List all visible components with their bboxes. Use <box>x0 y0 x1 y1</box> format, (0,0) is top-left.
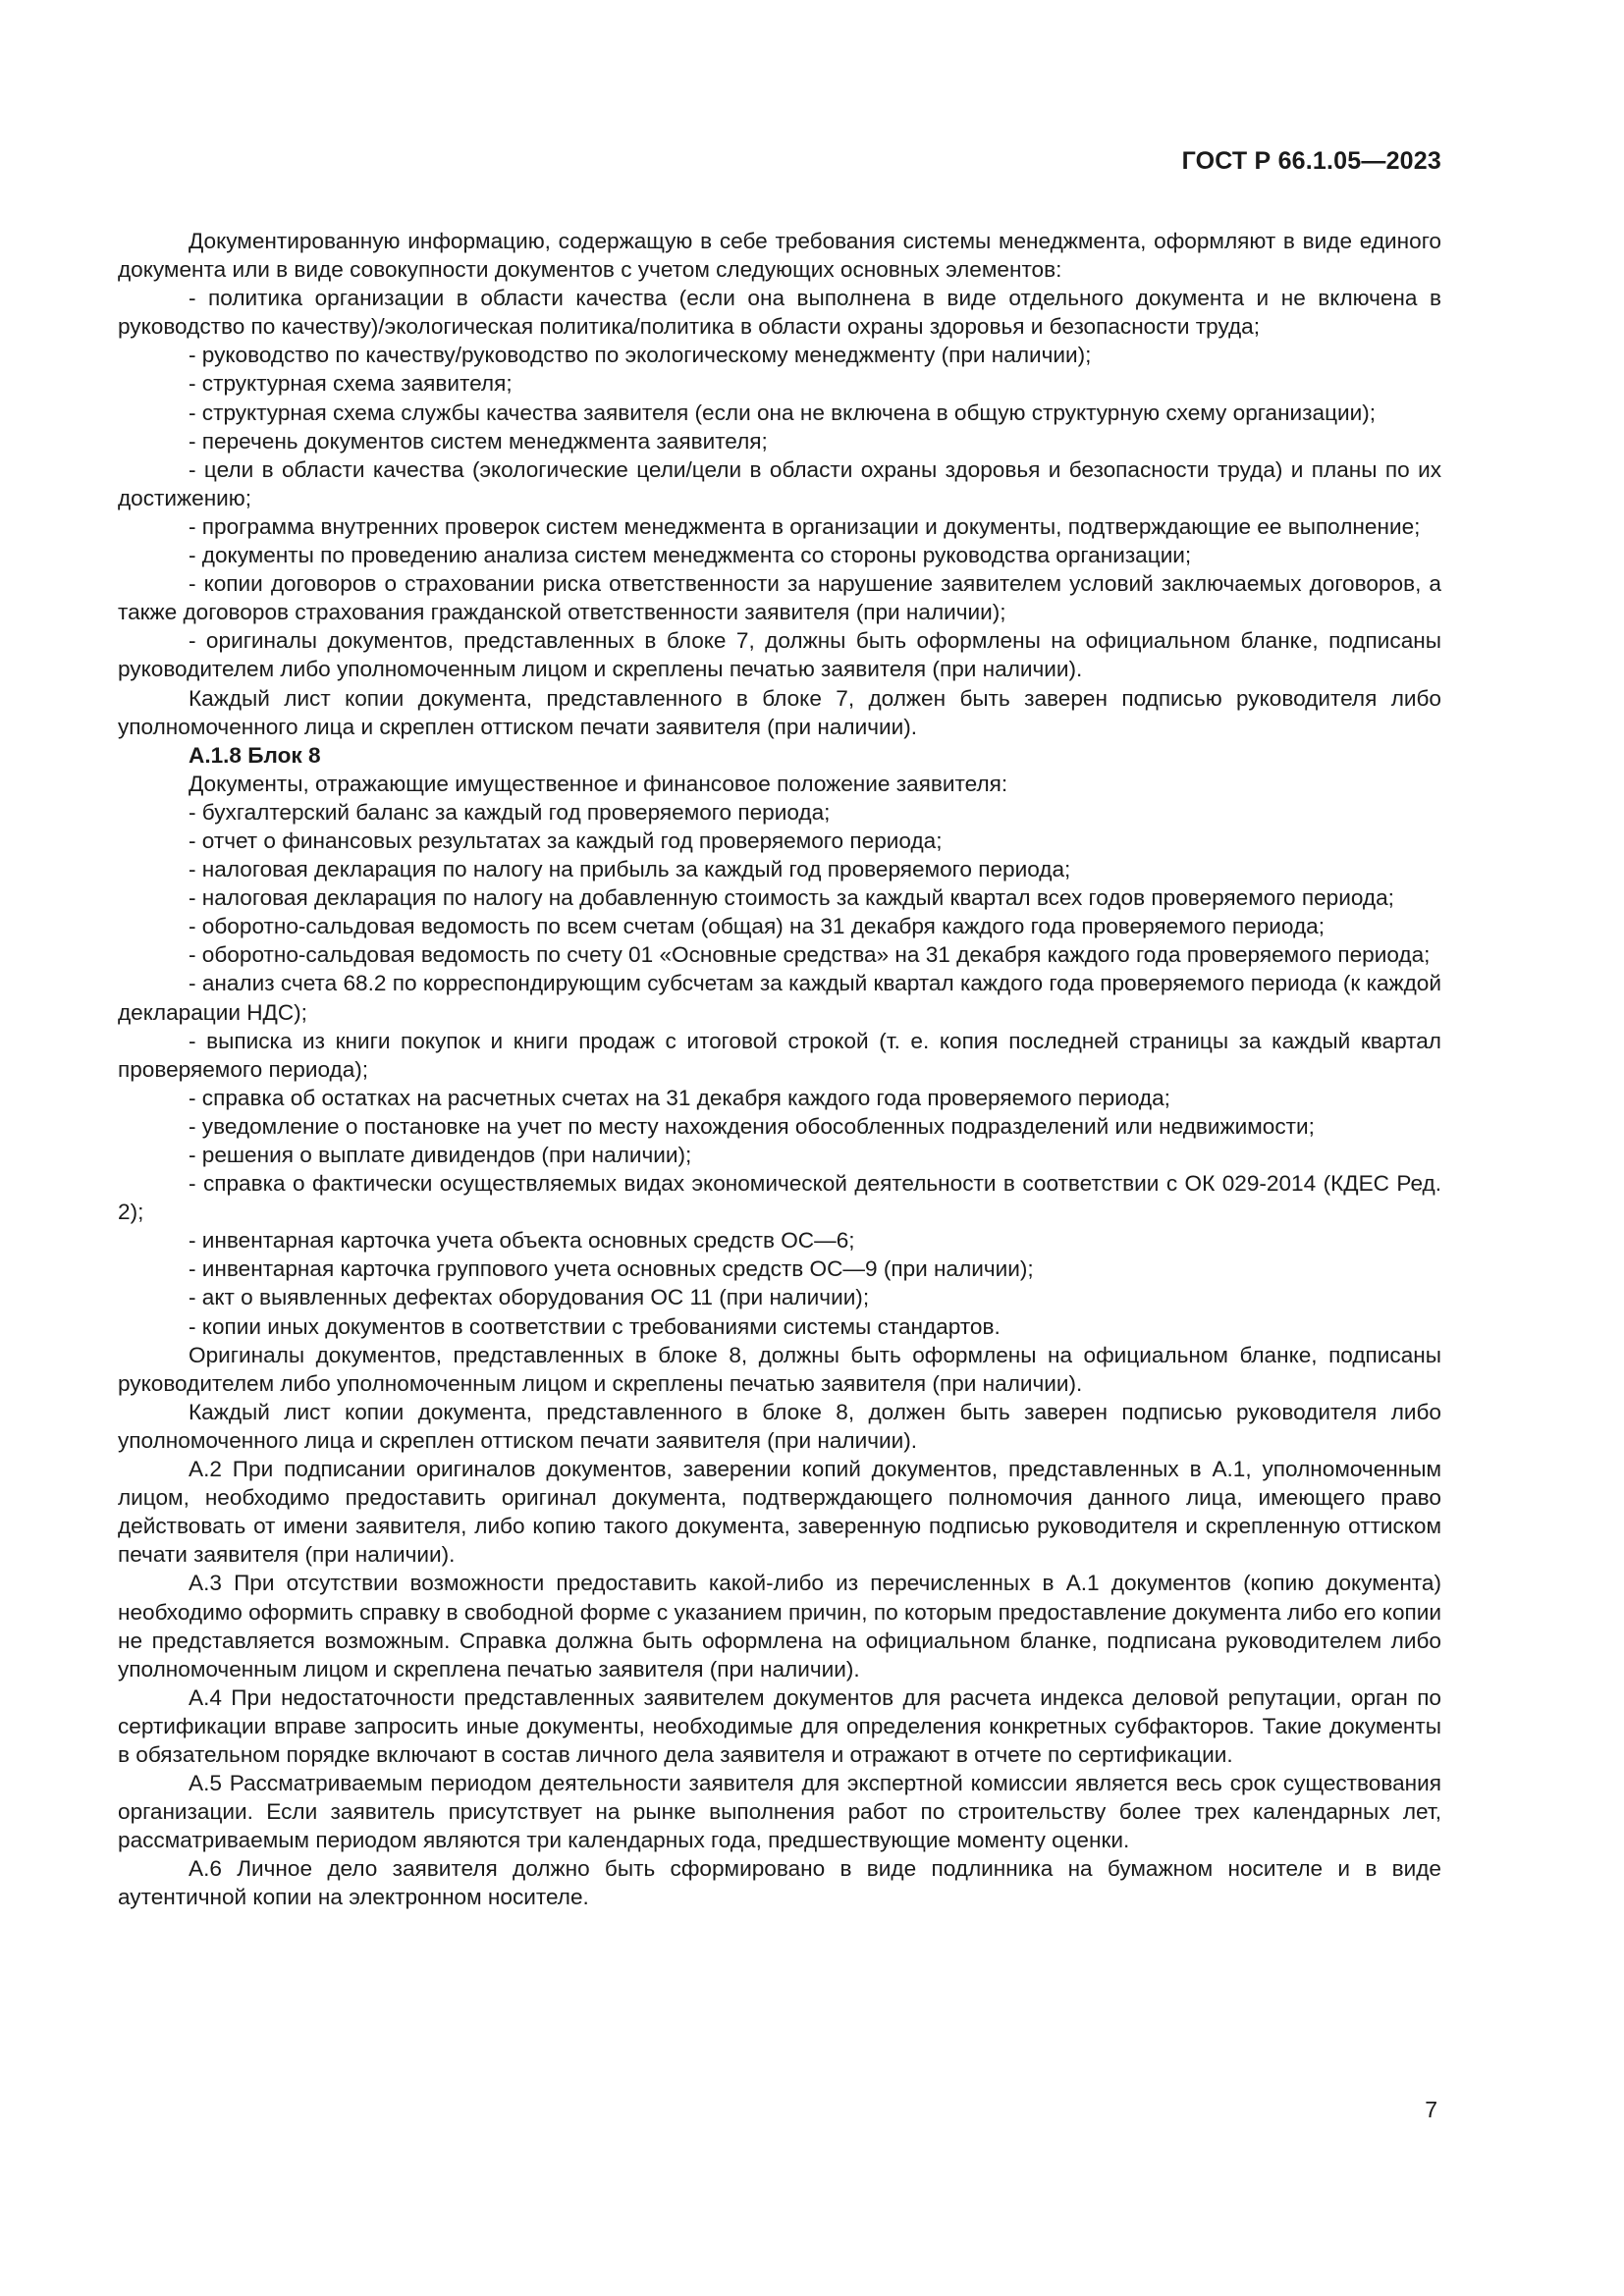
paragraph: - документы по проведению анализа систем менеджмента со стороны руководства организации; <box>189 543 1192 568</box>
paragraph: - политика организации в области качества (если она выполнена в виде отдельного документа и не включена в руководство по качеству)/экологическая политика/политика в области охраны здоровья и безопасности труда; <box>118 286 1441 340</box>
paragraph: - инвентарная карточка учета объекта основных средств ОС—6; <box>189 1228 855 1254</box>
paragraph: - структурная схема службы качества заявителя (если она не включена в общую структурную схему организации); <box>189 400 1377 425</box>
paragraph: А.3 При отсутствии возможности предоставить какой-либо из перечисленных в А.1 документов (копию документа) необходимо оформить справку в свободной форме с указанием причин, по которым предоставление документа либо его копии не представляется возможным. Справка должна быть оформлена на официальном бланке, подписана руководителем либо уполномоченным лицом и скреплена печатью заявителя (при наличии). <box>118 1571 1441 1682</box>
paragraph: Документы, отражающие имущественное и финансовое положение заявителя: <box>189 771 1008 796</box>
paragraph: - отчет о финансовых результатах за каждый год проверяемого периода; <box>189 828 943 853</box>
paragraph: - выписка из книги покупок и книги продаж с итоговой строкой (т. е. копия последней страницы за каждый квартал проверяемого периода); <box>118 1028 1441 1082</box>
paragraph: - инвентарная карточка группового учета основных средств ОС—9 (при наличии); <box>189 1256 1034 1282</box>
paragraph: - цели в области качества (экологические цели/цели в области охраны здоровья и безопасности труда) и планы по их достижению; <box>118 456 1441 510</box>
paragraph: - справка об остатках на расчетных счетах на 31 декабря каждого года проверяемого периода; <box>189 1085 1170 1110</box>
paragraph: - уведомление о постановке на учет по месту нахождения обособленных подразделений или недвижимости; <box>189 1113 1315 1139</box>
paragraph: - анализ счета 68.2 по корреспондирующим субсчетам за каждый квартал каждого года проверяемого периода (к каждой декларации НДС); <box>118 971 1441 1025</box>
paragraph: А.4 При недостаточности представленных заявителем документов для расчета индекса деловой репутации, орган по сертификации вправе запросить иные документы, необходимые для определения конкретных субфакторов. Такие документы в обязательном порядке включают в состав личного дела заявителя и отражают в отчете по сертификации. <box>118 1684 1441 1767</box>
paragraph: - руководство по качеству/руководство по экологическому менеджменту (при наличии); <box>189 343 1092 368</box>
paragraph: - налоговая декларация по налогу на прибыль за каждый год проверяемого периода; <box>189 857 1071 882</box>
paragraph: - программа внутренних проверок систем менеджмента в организации и документы, подтверждающие ее выполнение; <box>189 513 1421 539</box>
paragraph: А.6 Личное дело заявителя должно быть сформировано в виде подлинника на бумажном носителе и в виде аутентичной копии на электронном носителе. <box>118 1856 1441 1910</box>
paragraph: Каждый лист копии документа, представленного в блоке 7, должен быть заверен подписью руководителя либо уполномоченного лица и скреплен оттиском печати заявителя (при наличии). <box>118 685 1441 739</box>
paragraph: - налоговая декларация по налогу на добавленную стоимость за каждый квартал всех годов проверяемого периода; <box>189 885 1394 911</box>
paragraph: - перечень документов систем менеджмента заявителя; <box>189 428 768 454</box>
paragraph: - копии договоров о страховании риска ответственности за нарушение заявителем условий заключаемых договоров, а также договоров страхования гражданской ответственности заявителя (при наличии); <box>118 571 1441 625</box>
page-number: 7 <box>1425 2097 1437 2122</box>
paragraph: - бухгалтерский баланс за каждый год проверяемого периода; <box>189 799 831 825</box>
paragraph: - решения о выплате дивидендов (при наличии); <box>189 1143 692 1167</box>
paragraph: Оригиналы документов, представленных в блоке 8, должны быть оформлены на официальном бланке, подписаны руководителем либо уполномоченным лицом и скреплены печатью заявителя (при наличии). <box>118 1342 1441 1396</box>
paragraph: - оригиналы документов, представленных в блоке 7, должны быть оформлены на официальном бланке, подписаны руководителем либо уполномоченным лицом и скреплены печатью заявителя (при наличии). <box>118 628 1441 682</box>
paragraph: - справка о фактически осуществляемых видах экономической деятельности в соответствии с ОК 029-2014 (КДЕС Ред. 2); <box>118 1171 1441 1225</box>
paragraph: А.2 При подписании оригиналов документов, заверении копий документов, представленных в А.1, уполномоченным лицом, необходимо предоставить оригинал документа, подтверждающего полномочия данного лица, имеющего право действовать от имени заявителя, либо копию такого документа, заверенную подписью руководителя и скрепленную оттиском печати заявителя (при наличии). <box>118 1457 1441 1568</box>
document-header: ГОСТ Р 66.1.05—2023 <box>1181 147 1441 175</box>
paragraph: - структурная схема заявителя; <box>189 371 513 397</box>
paragraph: - копии иных документов в соответствии с требованиями системы стандартов. <box>189 1313 1001 1339</box>
paragraph: А.5 Рассматриваемым периодом деятельности заявителя для экспертной комиссии является весь срок существования организации. Если заявитель присутствует на рынке выполнения работ по строительству более трех календарных лет, рассматриваемым периодом являются три календарных года, предшествующие моменту оценки. <box>118 1771 1441 1853</box>
paragraph: - оборотно-сальдовая ведомость по счету 01 «Основные средства» на 31 декабря каждого года проверяемого периода; <box>189 942 1431 968</box>
document-body <box>118 227 1441 1912</box>
paragraph: Документированную информацию, содержащую в себе требования системы менеджмента, оформляют в виде единого документа или в виде совокупности документов с учетом следующих основных элементов: <box>118 229 1441 283</box>
paragraph: Каждый лист копии документа, представленного в блоке 8, должен быть заверен подписью руководителя либо уполномоченного лица и скреплен оттиском печати заявителя (при наличии). <box>118 1399 1441 1453</box>
paragraph: - оборотно-сальдовая ведомость по всем счетам (общая) на 31 декабря каждого года проверяемого периода; <box>189 914 1325 939</box>
paragraph: - акт о выявленных дефектах оборудования ОС 11 (при наличии); <box>189 1285 870 1310</box>
section-heading: А.1.8 Блок 8 <box>189 742 321 768</box>
